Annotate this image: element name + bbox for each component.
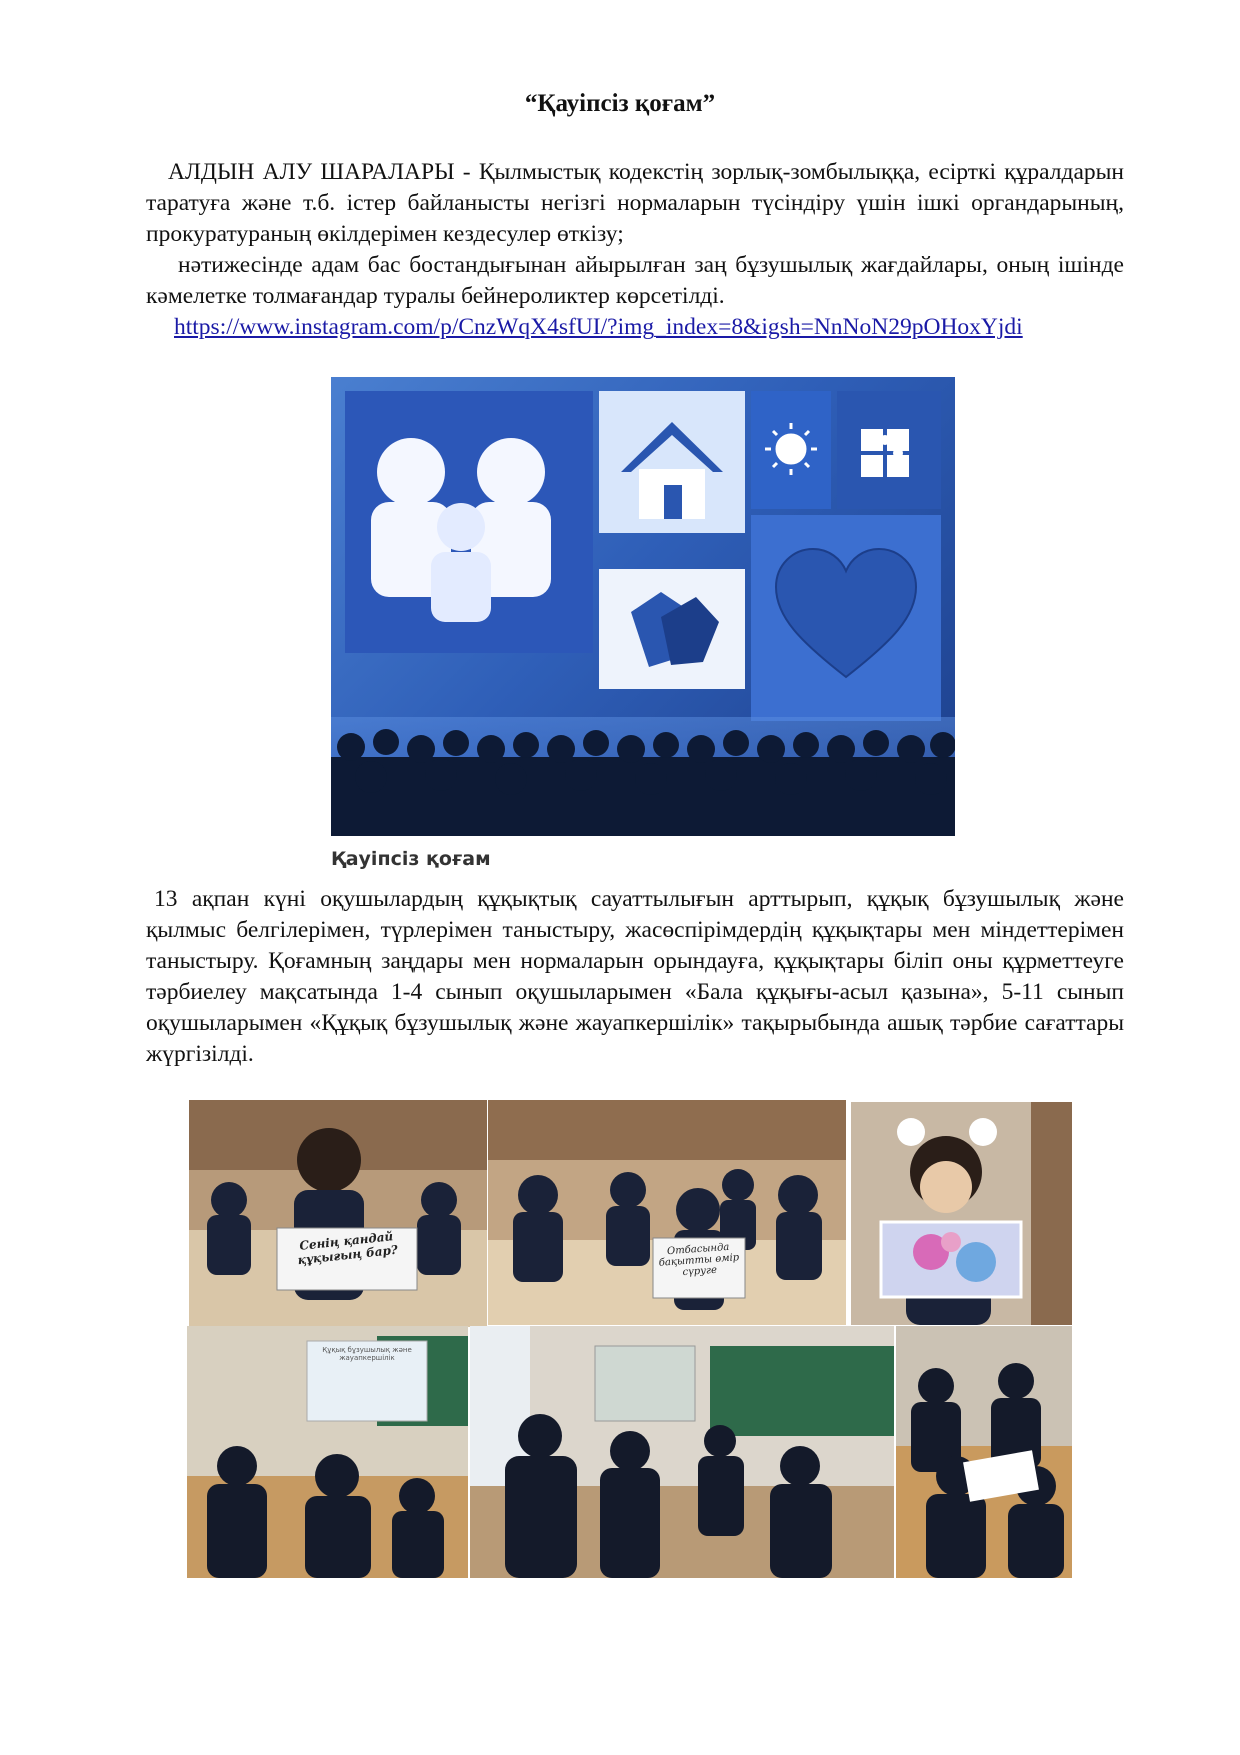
paragraph-results: нәтижесінде адам бас бостандығынан айырылған заң бұзушылық жағдайлары, оның ішінде кәмелетке толмағандар туралы бейнероликтер көрсетілді.: [146, 252, 1124, 309]
paragraph-prevention: АЛДЫН АЛУ ШАРАЛАРЫ - Қылмыстық кодекстің зорлық-зомбылыққа, есірткі құралдарын таратуға және т.б. істер байланысты негізгі нормаларын түсіндіру үшін ішкі органдарының, прокуратураның өкілдерімен кездесулер өткізу;: [146, 159, 1124, 247]
instagram-link-paragraph: [146, 312, 1124, 343]
classroom-photo-2: [488, 1100, 846, 1325]
photo-sign-1: Сенің қандай құқығың бар?: [296, 1229, 399, 1268]
projector-slide-text: Құқық бұзушылық және жауапкершілік: [322, 1346, 412, 1362]
document-title: “Қауіпсіз қоғам”: [524, 90, 716, 117]
instagram-link[interactable]: https://www.instagram.com/p/CnzWqX4sfUI/?img_index=8&igsh=NnNoN29pOHoxYjdi: [174, 314, 1023, 340]
classroom-photo-4: [470, 1326, 894, 1578]
students-working-photo: [896, 1326, 1072, 1578]
photo-sign-2: Отбасында бақытты өмір сүруге: [658, 1241, 740, 1279]
classroom-photo-1: [189, 1100, 487, 1327]
paragraph-event: 13 ақпан күні оқушылардың құқықтық сауаттылығын арттырып, құқық бұзушылық және қылмыс белгілерімен, түрлерімен таныстыру, жасөспірімдердің құқықтары мен міндеттерімен таныстыру. Қоғамның заңдары мен нормаларын орындауға, құқықтары біліп оны құрметтеуге тәрбиелеу мақсатында 1-4 сынып оқушыларымен «Бала құқығы-асыл қазына», 5-11 сынып оқушыларымен «Құқық бұзушылық және жауапкершілік» тақырыбында ашық тәрбие сағаттары жүргізілді.: [146, 886, 1124, 1067]
banner-caption: Қауіпсіз қоғам: [331, 848, 491, 870]
classroom-photo-3: [187, 1326, 468, 1578]
safe-society-banner-image: [331, 377, 955, 836]
girl-with-drawing-photo: [851, 1102, 1072, 1325]
